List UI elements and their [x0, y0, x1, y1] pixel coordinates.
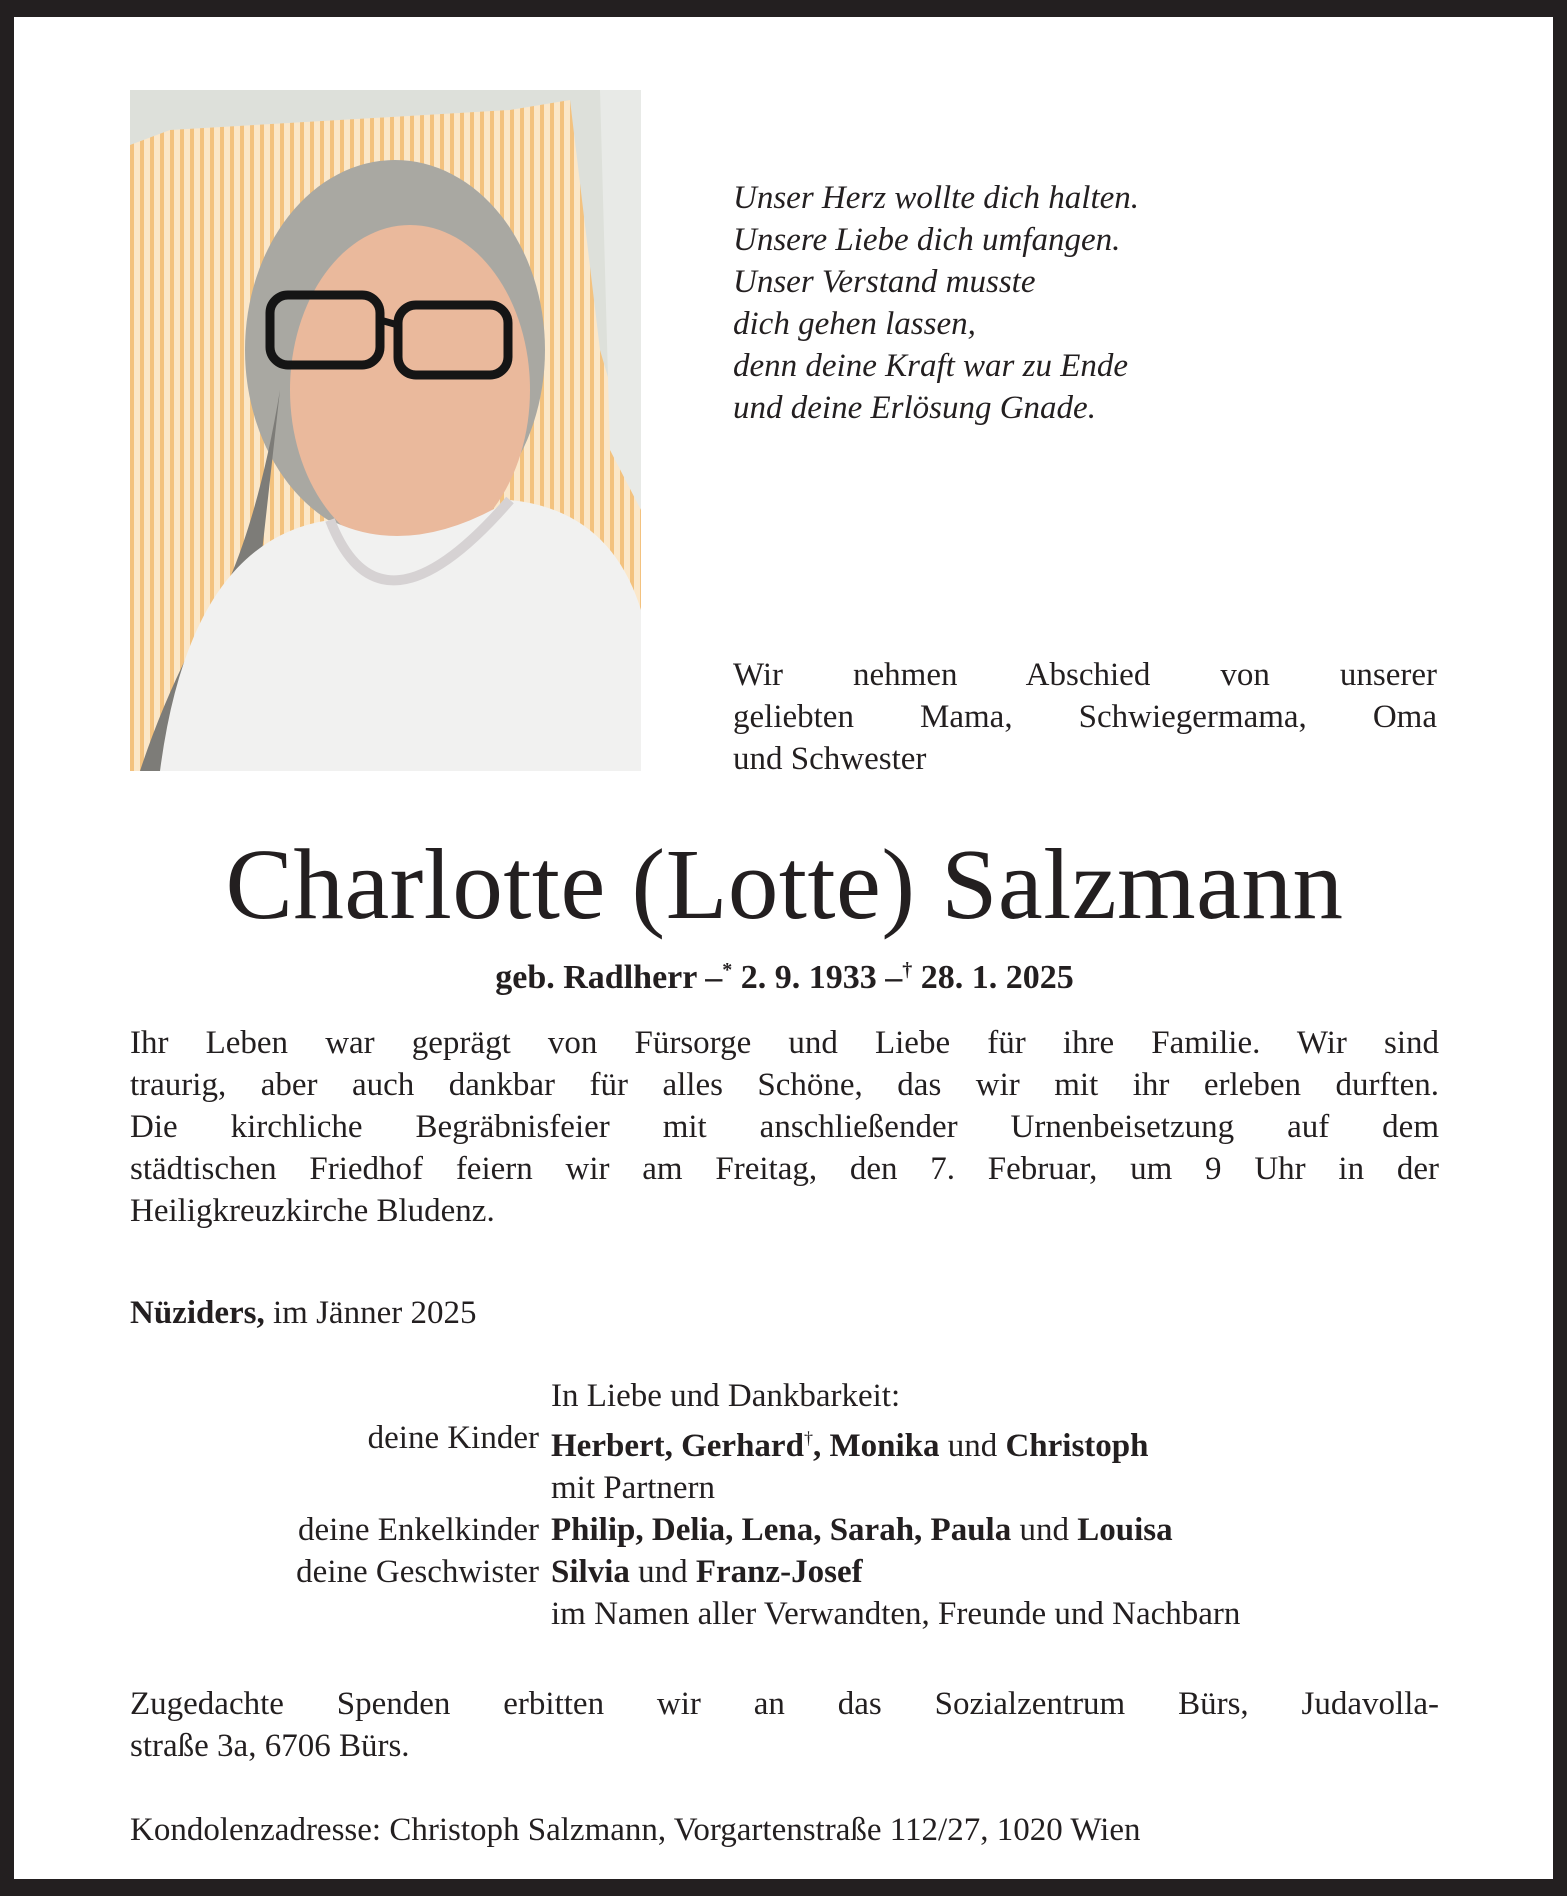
on-behalf-note: im Namen aller Verwandten, Freunde und Nachbarn — [551, 1596, 1241, 1632]
maiden-name: geb. Radlherr — [495, 959, 697, 996]
poem-line: Unser Herz wollte dich halten. — [733, 180, 1140, 216]
mourners-list — [130, 1375, 1439, 1635]
partners-note: mit Partnern — [551, 1470, 716, 1506]
donations-note — [130, 1683, 1439, 1767]
poem-line: denn deine Kraft war zu Ende — [733, 348, 1129, 384]
intro-line: Wir nehmen Abschied von unserer — [733, 657, 1437, 693]
siblings-label: deine Geschwister — [296, 1554, 539, 1590]
siblings-names — [551, 1551, 863, 1593]
obituary-page — [14, 17, 1553, 1879]
signature-heading: In Liebe und Dankbarkeit: — [551, 1378, 901, 1414]
poem-line: dich gehen lassen, — [733, 306, 976, 342]
comma: , — [812, 1428, 822, 1464]
body-line: städtischen Friedhof feiern wir am Freitag, den 7. Februar, um 9 Uhr in der — [130, 1151, 1439, 1187]
conjunction: und — [638, 1554, 688, 1590]
name: Franz-Josef — [695, 1554, 863, 1590]
name: Philip, Delia, Lena, Sarah, Paula — [551, 1512, 1012, 1548]
body-line: traurig, aber auch dankbar für alles Schöne, das wir mit ihr erleben durften. — [130, 1067, 1439, 1103]
birth-death-dates — [130, 949, 1439, 999]
name: Silvia — [551, 1554, 630, 1590]
farewell-intro — [733, 654, 1437, 780]
body-line: Ihr Leben war geprägt von Fürsorge und Liebe für ihre Familie. Wir sind — [130, 1025, 1439, 1061]
children-names — [551, 1417, 1149, 1467]
name: Louisa — [1077, 1512, 1173, 1548]
donations-line: Zugedachte Spenden erbitten wir an das Sozialzentrum Bürs, Judavolla- — [130, 1686, 1439, 1722]
name: Gerhard — [681, 1428, 804, 1464]
name: Christoph — [1005, 1428, 1149, 1464]
poem-line: Unsere Liebe dich umfangen. — [733, 222, 1121, 258]
poem-line: Unser Verstand musste — [733, 264, 1036, 300]
town: Nüziders, — [130, 1295, 265, 1331]
condolence-address: Kondolenzadresse: Christoph Salzmann, Vorgartenstraße 112/27, 1020 Wien — [130, 1812, 1141, 1848]
conjunction: und — [1019, 1512, 1069, 1548]
poem — [733, 177, 1139, 429]
intro-line: und Schwester — [733, 741, 927, 777]
donations-line: straße 3a, 6706 Bürs. — [130, 1728, 410, 1764]
deceased-name: Charlotte (Lotte) Salzmann — [225, 828, 1344, 940]
portrait-photo — [130, 90, 641, 771]
dash: – — [885, 959, 903, 996]
birth-date: 2. 9. 1933 — [740, 959, 877, 996]
intro-line: geliebten Mama, Schwiegermama, Oma — [733, 699, 1437, 735]
birth-symbol: * — [722, 959, 733, 981]
name: Herbert, — [551, 1428, 673, 1464]
poem-line: und deine Erlösung Gnade. — [733, 390, 1096, 426]
death-cross-symbol: † — [902, 959, 913, 981]
body-line: Heiligkreuzkirche Bludenz. — [130, 1193, 495, 1229]
deceased-cross: † — [803, 1428, 813, 1448]
name: Monika — [829, 1428, 940, 1464]
date: im Jänner 2025 — [273, 1295, 477, 1331]
children-label: deine Kinder — [367, 1420, 539, 1456]
body-text — [130, 1022, 1439, 1232]
place-date — [130, 1292, 476, 1334]
death-date: 28. 1. 2025 — [920, 959, 1074, 996]
body-line: Die kirchliche Begräbnisfeier mit anschließender Urnenbeisetzung auf dem — [130, 1109, 1439, 1145]
conjunction: und — [947, 1428, 998, 1464]
grandchildren-label: deine Enkelkinder — [298, 1512, 539, 1548]
grandchildren-names — [551, 1509, 1173, 1551]
dash: – — [705, 959, 723, 996]
